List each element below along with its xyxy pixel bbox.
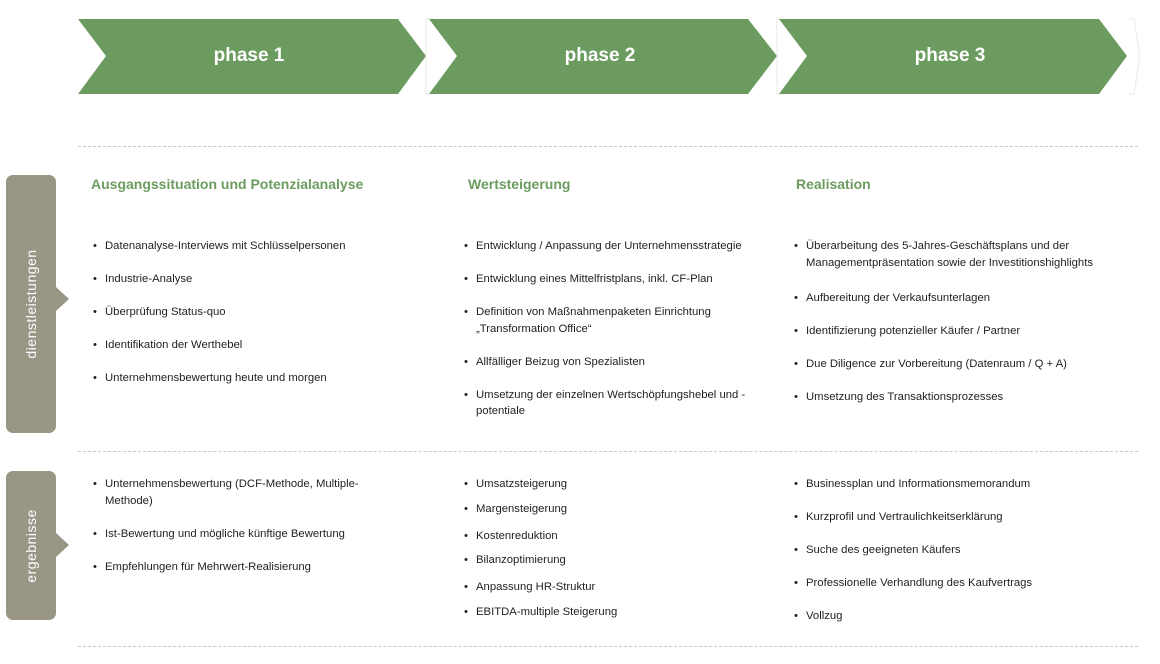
list-item: • Businessplan und Informationsmemorandum bbox=[793, 476, 1093, 493]
list-item: • Überprüfung Status-quo bbox=[92, 304, 382, 321]
results-row-label: ergebnisse bbox=[23, 509, 39, 583]
list-item: • Überarbeitung des 5-Jahres-Geschäftsplans und der Managementpräsentation sowie der Investitionshighlights bbox=[793, 238, 1093, 271]
list-item: • Datenanalyse-Interviews mit Schlüsselpersonen bbox=[92, 238, 382, 255]
column-2-services-list bbox=[463, 238, 763, 420]
services-row-arrow bbox=[56, 287, 69, 311]
list-item: • Identifizierung potenzieller Käufer / Partner bbox=[793, 323, 1093, 340]
phase-3-chevron-outline bbox=[1127, 19, 1140, 94]
separator-middle bbox=[78, 451, 1138, 452]
column-1-services-list bbox=[92, 238, 382, 387]
list-item: • Anpassung HR-Struktur bbox=[463, 579, 763, 596]
column-3-title: Realisation bbox=[796, 176, 871, 192]
list-item: • Umsetzung des Transaktionsprozesses bbox=[793, 389, 1093, 406]
list-item: • Suche des geeigneten Käufers bbox=[793, 542, 1093, 559]
column-3-services-list bbox=[793, 238, 1093, 406]
list-item: • Entwicklung eines Mittelfristplans, inkl. CF-Plan bbox=[463, 271, 763, 288]
list-item: • Ist-Bewertung und mögliche künftige Bewertung bbox=[92, 526, 377, 543]
list-item: • Identifikation der Werthebel bbox=[92, 337, 382, 354]
list-item: • Professionelle Verhandlung des Kaufvertrags bbox=[793, 575, 1093, 592]
list-item: • Umsetzung der einzelnen Wertschöpfungshebel und -potentiale bbox=[463, 387, 763, 420]
list-item: • EBITDA-multiple Steigerung bbox=[463, 604, 763, 621]
separator-top bbox=[78, 146, 1138, 147]
list-item: • Industrie-Analyse bbox=[92, 271, 382, 288]
list-item: • Unternehmensbewertung heute und morgen bbox=[92, 370, 382, 387]
phase-2-label: phase 2 bbox=[564, 45, 636, 66]
list-item: • Due Diligence zur Vorbereitung (Datenraum / Q + A) bbox=[793, 356, 1093, 373]
list-item: • Bilanzoptimierung bbox=[463, 552, 763, 569]
list-item: • Margensteigerung bbox=[463, 501, 763, 518]
list-item: • Kurzprofil und Vertraulichkeitserklärung bbox=[793, 509, 1093, 526]
column-1-title: Ausgangssituation und Potenzialanalyse bbox=[91, 176, 364, 192]
list-item: • Definition von Maßnahmenpaketen Einrichtung „Transformation Office“ bbox=[463, 304, 763, 337]
column-2-results-list bbox=[463, 476, 763, 620]
separator-bottom bbox=[78, 646, 1138, 647]
services-row-label: dienstleistungen bbox=[23, 249, 39, 359]
phase-1-label: phase 1 bbox=[213, 45, 285, 66]
column-1-results-list bbox=[92, 476, 377, 575]
phase-3-label: phase 3 bbox=[914, 45, 986, 66]
list-item: • Unternehmensbewertung (DCF-Methode, Multiple-Methode) bbox=[92, 476, 377, 509]
results-row-arrow bbox=[56, 533, 69, 557]
list-item: • Vollzug bbox=[793, 608, 1093, 625]
list-item: • Entwicklung / Anpassung der Unternehmensstrategie bbox=[463, 238, 763, 255]
list-item: • Allfälliger Beizug von Spezialisten bbox=[463, 354, 763, 371]
column-2-title: Wertsteigerung bbox=[468, 176, 571, 192]
list-item: • Aufbereitung der Verkaufsunterlagen bbox=[793, 290, 1093, 307]
list-item: • Empfehlungen für Mehrwert-Realisierung bbox=[92, 559, 377, 576]
list-item: • Kostenreduktion bbox=[463, 528, 763, 545]
column-3-results-list bbox=[793, 476, 1093, 625]
list-item: • Umsatzsteigerung bbox=[463, 476, 763, 493]
